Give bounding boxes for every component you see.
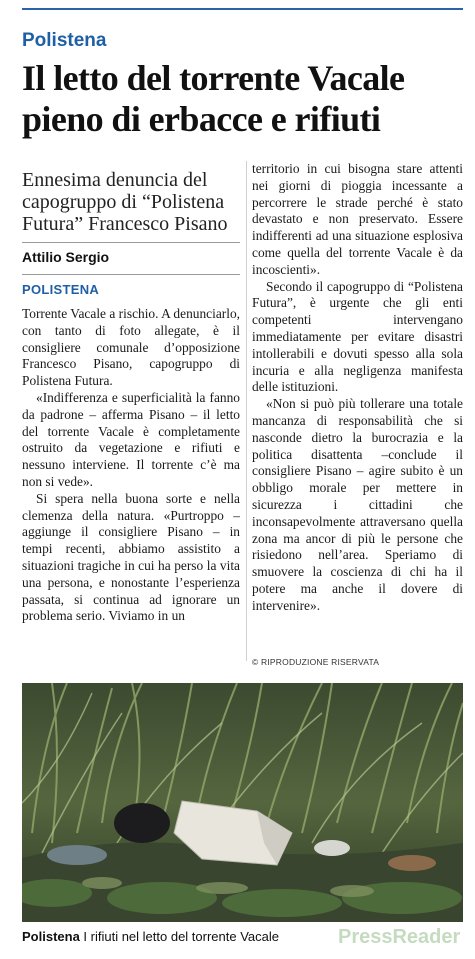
- subhead-line-2: capogruppo di “Polistena: [22, 191, 225, 213]
- top-rule: [22, 8, 463, 10]
- headline-line-2: pieno di erbacce e rifiuti: [22, 99, 381, 139]
- subhead-line-3: Futura” Francesco Pisano: [22, 213, 228, 235]
- dateline: POLISTENA: [22, 282, 100, 297]
- article-column-2: [252, 161, 463, 615]
- headline-line-1: Il letto del torrente Vacale: [22, 58, 405, 98]
- article-photo: [22, 683, 463, 922]
- photo-caption: [22, 929, 279, 944]
- caption-text: I rifiuti nel letto del torrente Vacale: [79, 929, 279, 944]
- article-column-1: [22, 306, 240, 625]
- riverbed-photo-illustration: [22, 683, 463, 922]
- subheadline: [22, 169, 242, 235]
- section-kicker: Polistena: [22, 30, 107, 51]
- column-divider: [246, 161, 247, 661]
- paragraph: «Non si può più tollerare una totale mancanza di responsabilità che si nasconde dietro la burocrazia e la politica disattenta –conclude il consigliere Pisano – agire subito è un obbligo morale per mettere in sicurezza i cittadini che inconsapevolmente attraversano quella zona ma ancor di più le persone che risiedono nell’area. Speriamo di smuovere la coscienza di chi ha il potere ma anche il dovere di intervenire».: [252, 396, 463, 613]
- byline-rule-top: [22, 242, 240, 243]
- paragraph: Si spera nella buona sorte e nella clemenza della natura. «Purtroppo – aggiunge il consigliere Pisano – in tempi recenti, abbiamo assistito a situazioni tragiche in cui ha perso la vita una persona, e nonostante l’esperienza passata, si continua ad ignorare un problema serio. Viviamo in un: [22, 490, 240, 624]
- caption-place: Polistena: [22, 929, 80, 944]
- paragraph: territorio in cui bisogna stare attenti nei giorni di pioggia incessante a percorrere le strade perché è stato devastato e non preservato. Essere indifferenti ad una situazione esplosiva come quella del torrente Vacale è da incoscienti».: [252, 161, 463, 277]
- paragraph: Secondo il capogruppo di “Polistena Futura”, è urgente che gli enti competenti intervengano immediatamente per evitare disastri intollerabili e dovuti spesso alla sola incuria e alla negligenza manifesta delle istituzioni.: [252, 278, 463, 395]
- paragraph: Torrente Vacale a rischio. A denunciarlo, con tanto di foto allegate, è il consigliere comunale d’opposizione Francesco Pisano, capogruppo di Polistena Futura.: [22, 306, 240, 389]
- watermark-logo: PressReader: [338, 926, 461, 948]
- subhead-line-1: Ennesima denuncia del: [22, 169, 208, 191]
- copyright-notice: © RIPRODUZIONE RISERVATA: [252, 657, 380, 667]
- byline-rule-bottom: [22, 274, 240, 275]
- paragraph: «Indifferenza e superficialità la fanno da padrone – afferma Pisano – il letto del torrente Vacale è completamente ostruito da vegetazione e rifiuti e nessuno interviene. Il torrente c’è ma non si vede».: [22, 389, 240, 489]
- headline: [22, 58, 467, 140]
- byline: Attilio Sergio: [22, 249, 110, 265]
